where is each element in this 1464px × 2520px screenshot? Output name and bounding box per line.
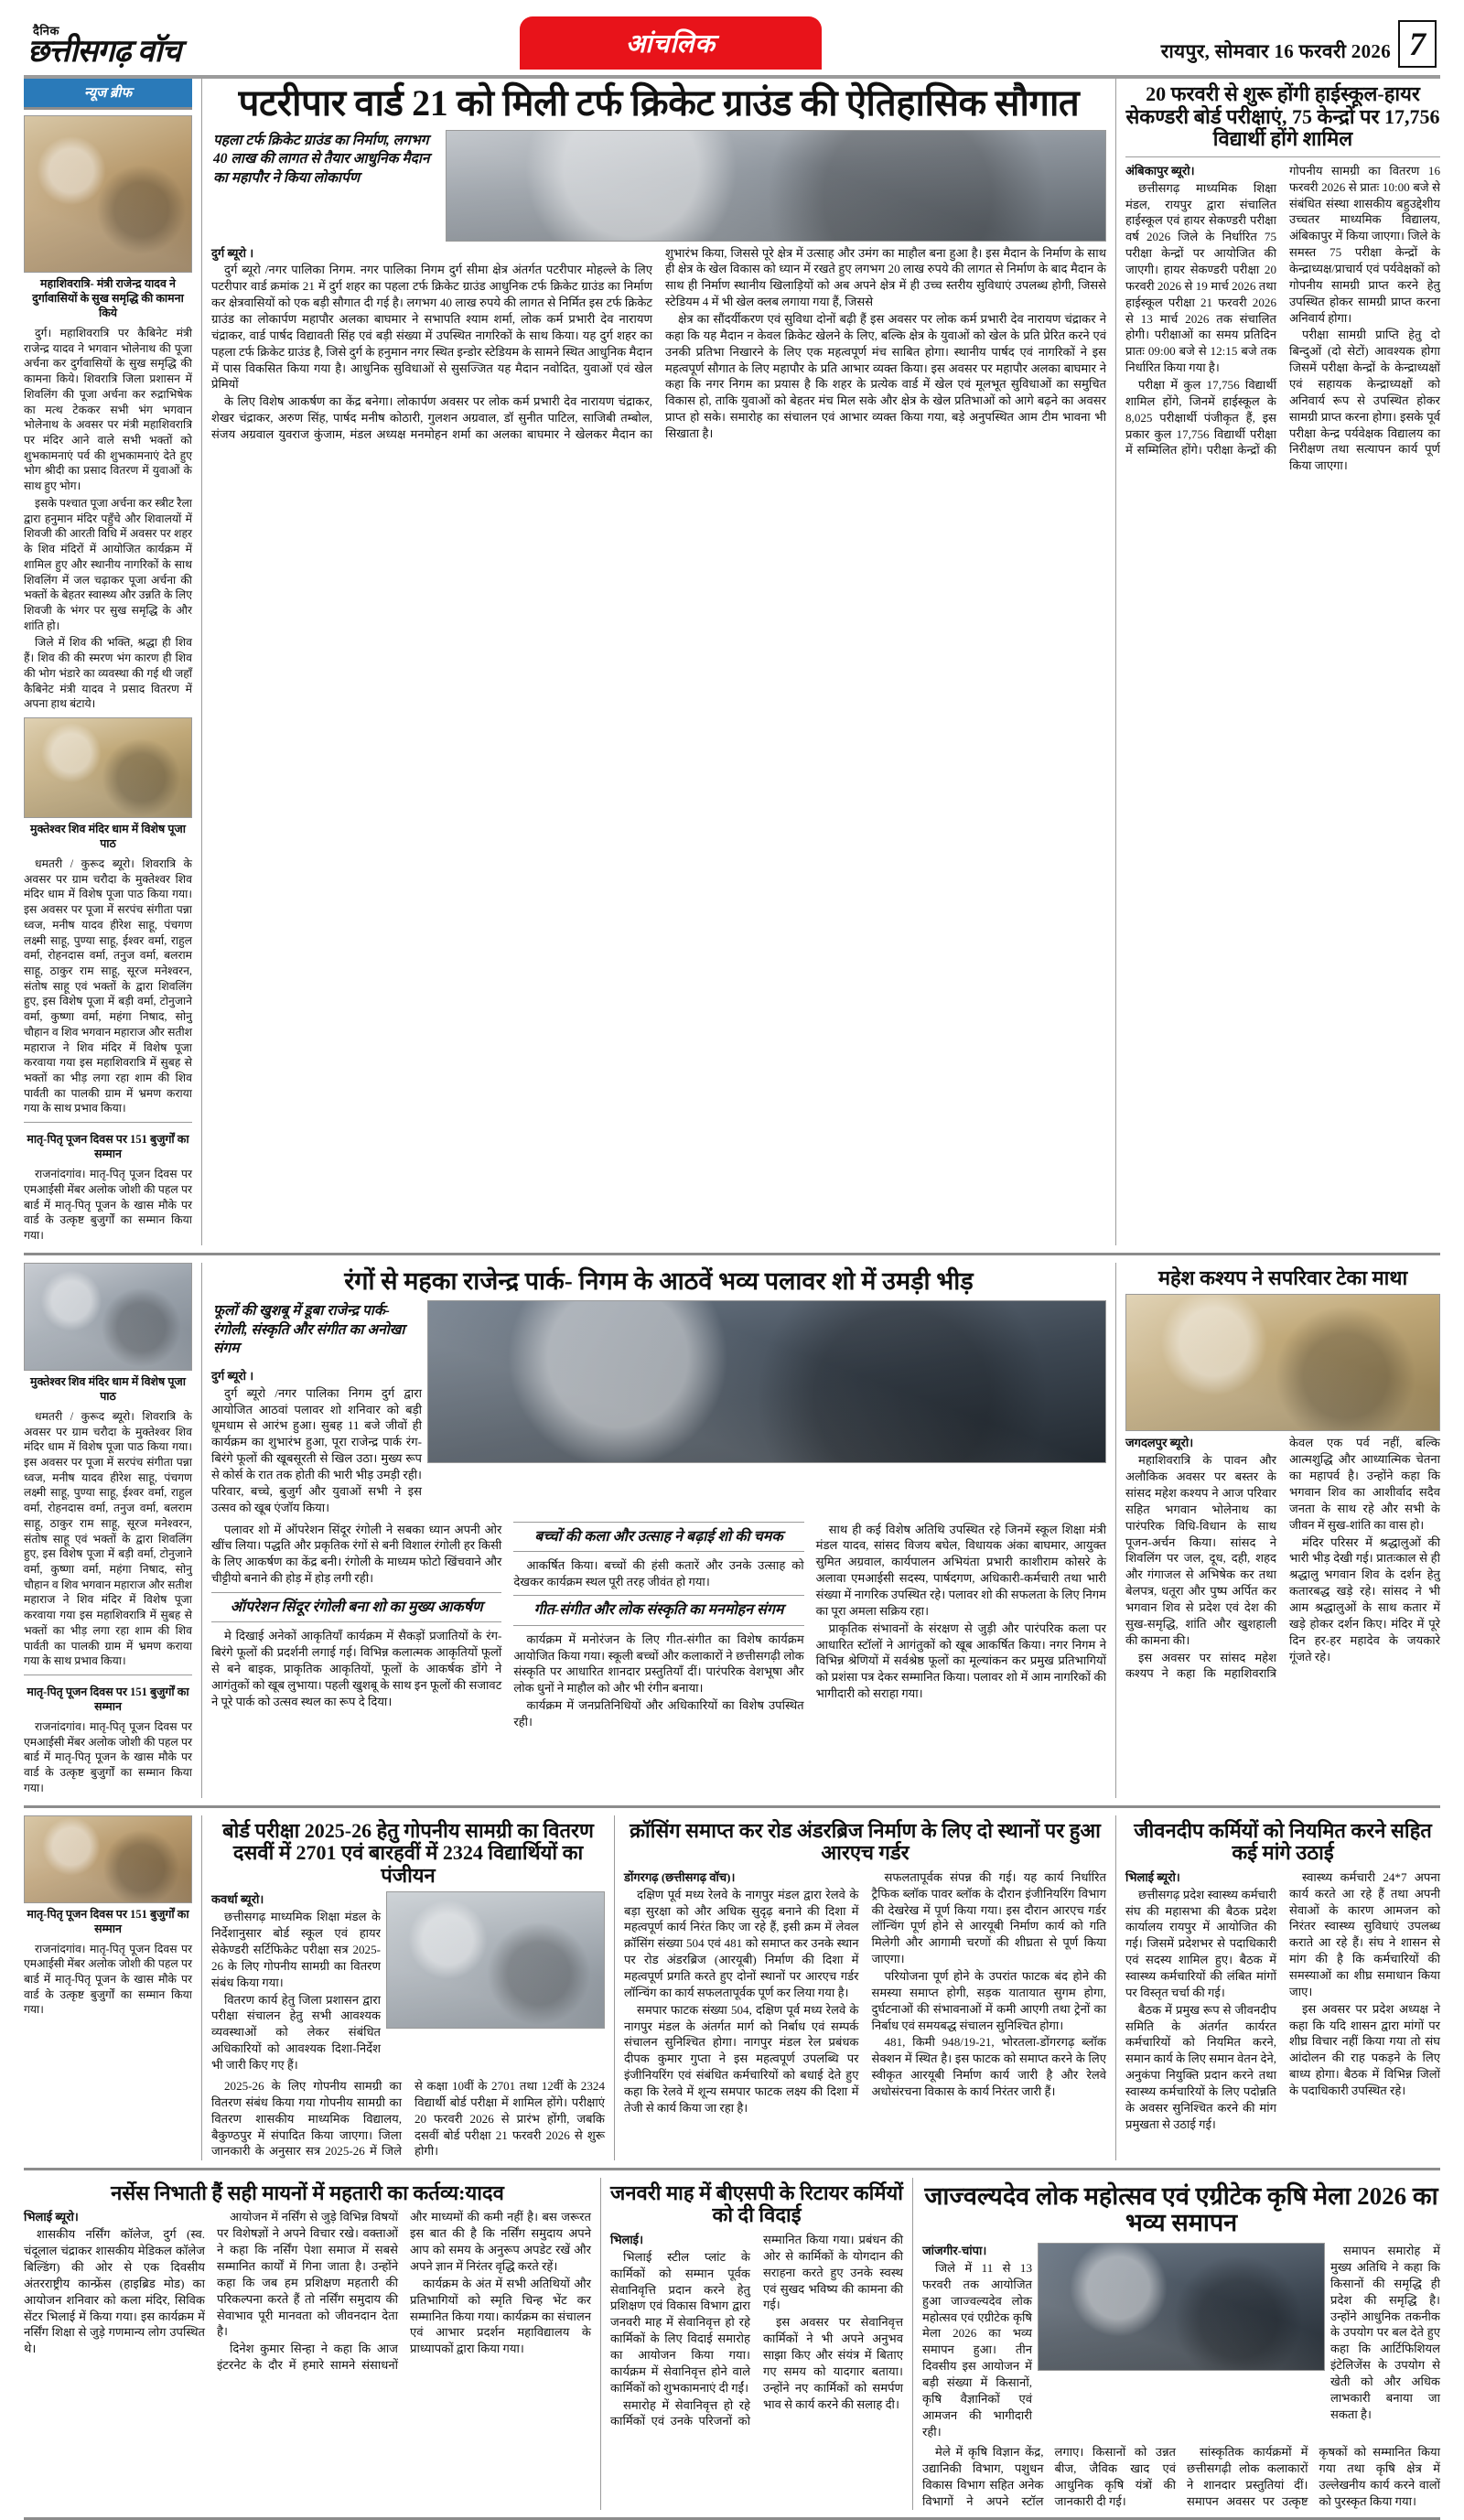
third-band xyxy=(24,1815,1440,2160)
board-byline: कवर्धा ब्यूरो। xyxy=(211,1892,264,1907)
column-divider-6 xyxy=(614,1815,615,2160)
park-body: पलावर शो में ऑपरेशन सिंदूर रंगोली ने सबका ध्यान अपनी ओर खींच लिया। पद्धति और प्रकृतिक रंगों से बनी विशाल रंगोली हर किसी के लिए आकर्षण का केंद्र बनी। रंगोली के माध्यम फोटो खिंचवाने और चीट्टीयो बनाने की होड़ में होड़ लगी रही। ऑपरेशन सिंदूर रंगोली बना शो का मुख्य आकर्षण मे दिखाई अनेकों आकृतियाँ कार्यक्रम में सैकड़ों प्रजातियों के रंग-बिरंगे फूलों की प्रदर्शनी लगाई गई। विभिन्न कलात्मक आकृतियों फूलों से बने बाइक, प्राकृतिक आकृतियों, फूलों के आकर्षक डोंगे ने आगंतुकों को खूब लुभाया। पहली खुशबू के साथ इन फूलों की सजावट ने पूरे पार्क को उत्सव स्थल का रूप दे दिया। बच्चों की कला और उत्साह ने बढ़ाई शो की चमक आकर्षित किया। बच्चों की हंसी कतारें और उनके उत्साह को देखकर कार्यक्रम स्थल पूरी तरह जीवंत हो गया। गीत-संगीत और लोक संस्कृति का मनमोहन संगम कार्यक्रम में मनोरंजन के लिए गीत-संगीत का विशेष कार्यक्रम आयोजित किया गया। स्कूली बच्चों और कलाकारों ने छत्तीसगढ़ी लोक संस्कृति पर आधारित शानदार प्रस्तुतियाँ दीं। पारंपरिक वेशभूषा और लोक धुनों ने माहौल को और भी रंगीन बनाया। कार्यक्रम में जनप्रतिनिधियों और अधिकारियों का विशेष उपस्थित रही। साथ ही कई विशेष अतिथि उपस्थित रहे जिनमें स्कूल शिक्षा मंत्री मंडल यादव, सांसद विजय बघेल, विधायक अंका बाघमार, आयुक्त सुमित अग्रवाल, कार्यपालन अभियंता प्रभारी काशीराम कोसरे के अलावा एमआईसी सदस्य, पार्षदगण, अधिकारी-कर्मचारी तथा भारी संख्या में नागरिक उपस्थित रहे। पलावर शो की सफलता के लिए निगम का पूरा अमला सक्रिय रहा। प्राकृतिक संभावनों के संरक्षण से जुड़ी और पारंपरिक कला पर आधारित स्टॉलों ने आगंतुकों को खूब आकर्षित किया। नगर निगम ने विभिन्न श्रेणियों में सर्वश्रेष्ठ फूलों का मूल्यांकन कर प्रमुख प्रतिभागियों को प्रशंसा पत्र देकर सम्मानित किया। पलावर शो में आम नागरिकों की भागीदारी को सराहा गया। xyxy=(211,1522,1106,1728)
lead-story xyxy=(211,79,1106,1245)
park-lead-text: दुर्ग ब्यूरो । दुर्ग ब्यूरो /नगर पालिका निगम दुर्ग द्वारा आयोजित आठवां पलावर शो शनिवार को बड़ी धूमधाम से आरंभ हुआ। सुबह 11 बजे जीवों ही कार्यक्रम का शुभारंभ हुआ, पूरा राजेन्द्र पार्क रंग-बिरंगे फूलों की खूबसूरती से खिल उठा। मुख्य रूप से कोर्स के रात तक होती की भारी भीड़ उमड़ी रही। परिवार, बच्चे, बुजुर्ग और युवाओं सभी ने इस उत्सव को खूब एंजॉय किया। xyxy=(211,1368,422,1514)
column-divider-3 xyxy=(201,1263,202,1798)
news-brief-column xyxy=(24,79,192,1245)
brief-text-1: दुर्ग। महाशिवरात्रि पर कैबिनेट मंत्री राजेन्द्र यादव ने भगवान भोलेनाथ की पूजा अर्चना कर दुर्गवासियों के सुख समृद्धि की कामना किये। शिवरात्रि जिला प्रशासन में शिवलिंग की पूजा अर्चना कर रुद्राभिषेक का मत्थ टेककर सभी भंग भगवान भोलेनाथ के अवसर पर मंत्री महाशिवरात्रि पर मंदिर आने वाले सभी भक्तों को शुभकामनाएं पर्व की शुभकामनाएं देते हुए भोग श्रीदी का प्रसाद वितरण में युवाओं के साथ हुए भोग। इसके पश्चात पूजा अर्चना कर स्त्रीट रैला द्वारा हनुमान मंदिर पहुँचे और शिवालयों में शिवजी की आरती विधि में अवसर पर शहर के शिव मंदिरों में आयोजित कार्यक्रम में शामिल हुए और स्थानीय नागरिकों के साथ शिवलिंग में जल चढ़ाकर पूजा अर्चना की भक्तों के बेहतर स्वास्थ्य और उन्नति के लिए शिवजी के भंगर पर सुख समृद्धि के और शांति हो। जिले में शिव की भक्ति, श्रद्धा ही शिव हैं। शिव की की स्मरण भंग कारण ही शिव की भोग भंडारे का व्यवस्था की गई थी जहाँ कैबिनेट मंत्री यादव ने प्रसाद वितरण में अपना हाथ बंटाये। xyxy=(24,327,192,711)
brief-caption-5: मातृ-पितृ पूजन दिवस पर 151 बुजुर्गों का सम्मान xyxy=(27,1685,189,1713)
brief-text-3: राजनांदगांव। मातृ-पितृ पूजन दिवस पर एमआईसी मेंबर अलोक जोशी की पहल पर बार्ड में मातृ-पितृ पूजन के खास मौके पर वार्ड के उत्कृष्ट बुजुर्गों का सम्मान किया गया। xyxy=(24,1168,192,1243)
brief-photo-2 xyxy=(24,717,192,818)
lead-kicker-row xyxy=(211,130,1106,242)
bsp-body: भिलाई। भिलाई स्टील प्लांट के कार्मिकों को सम्मान पूर्वक सेवानिवृत्ति प्रदान करने हेतु प्रशिक्षण एवं विकास विभाग द्वारा जनवरी माह में सेवानिवृत्त हो रहे कार्मिकों के लिए विदाई समारोह का आयोजन किया गया। कार्यक्रम में सेवानिवृत्त होने वाले कार्मिकों को शुभकामनाएं दी गईं। समारोह में सेवानिवृत्त हो रहे कार्मिकों एवं उनके परिजनों को सम्मानित किया गया। प्रबंधन की ओर से कार्मिकों के योगदान की सराहना करते हुए उनके स्वस्थ एवं सुखद भविष्य की कामना की गई। इस अवसर पर सेवानिवृत्त कार्मिकों ने भी अपने अनुभव साझा किए और संयंत्र में बिताए गए समय को यादगार बताया। उन्होंने नए कार्मिकों को समर्पण भाव से कार्य करने की सलाह दी। xyxy=(610,2232,903,2428)
board-headline: बोर्ड परीक्षा 2025-26 हेतु गोपनीय सामग्री का वितरण दसवीं में 2701 एवं बारहवीं में 2324 विद्यार्थियों का पंजीयन xyxy=(222,1818,594,1887)
crossing-story xyxy=(624,1815,1106,2160)
column-divider-1 xyxy=(201,79,202,1245)
lead-byline: दुर्ग ब्यूरो । xyxy=(211,245,254,260)
kashyap-story xyxy=(1125,1263,1440,1798)
board-story xyxy=(211,1815,605,2160)
bsp-story xyxy=(610,2178,903,2511)
exam-byline: अंबिकापुर ब्यूरो। xyxy=(1125,163,1195,178)
page-number: 7 xyxy=(1398,20,1437,68)
crossing-body: डोंगरगढ़ (छत्तीसगढ़ वॉच)। दक्षिण पूर्व मध्य रेलवे के नागपुर मंडल द्वारा रेलवे के बड़ा सुरक्षा को और अधिक सुदृढ़ बनाने की दिशा में महत्वपूर्ण कार्य निरंत किए जा रहे हैं, इसी क्रम में लेवल क्रॉसिंग संख्या 504 एवं 481 को समाप्त कर उनके स्थान पर रोड अंडरब्रिज (आरयूबी) निर्माण की दिशा में महत्वपूर्ण प्रगति करते हुए दोनों स्थानों पर आरएच गर्डर लॉन्चिंग का कार्य सफलतापूर्वक पूर्ण कर लिया गया है। समपार फाटक संख्या 504, दक्षिण पूर्व मध्य रेलवे के नागपुर मंडल के अंतर्गत मार्ग को निर्बाध एवं सम्पर्क संचालन सुनिश्चित होगा। नागपुर मंडल रेल प्रबंधक दीपक कुमार गुप्ता ने इस महत्वपूर्ण उपलब्धि पर इंजीनियरिंग एवं संबंधित कर्मचारियों को बधाई देते हुए कहा कि रेलवे में शून्य समपार फाटक लक्ष्य की दिशा में तेजी से कार्य किया जा रहा है। सफलतापूर्वक संपन्न की गई। यह कार्य निर्धारित ट्रैफिक ब्लॉक पावर ब्लॉक के दौरान इंजीनियरिंग विभाग की देखरेख में पूर्ण किया गया। इस दौरान आरएच गर्डर लॉन्चिंग पूर्ण होने से आरयूबी निर्माण कार्य को गति मिलेगी और आगामी चरणों की शीघ्रता से पूर्ण किया जाएगा। परियोजना पूर्ण होने के उपरांत फाटक बंद होने की समस्या समाप्त होगी, सड़क यातायात सुगम होगा, दुर्घटनाओं की संभावनाओं में कमी आएगी तथा ट्रेनों का निर्बाध एवं समयबद्ध संचालन सुनिश्चित होगा। 481, किमी 948/19-21, भोरतला-डोंगरगढ़ ब्लॉक सेक्शन में स्थित है। इस फाटक को समाप्त करने के लिए स्वीकृत आरयूबी निर्माण कार्य जारी है और रेलवे अधोसंरचना विकास के कार्य निरंतर जारी हैं। xyxy=(624,1869,1106,2115)
brief-photo-1 xyxy=(24,115,192,273)
park-kicker-row xyxy=(211,1300,1106,1516)
kashyap-headline: महेश कश्यप ने सपरिवार टेका माथा xyxy=(1157,1265,1408,1289)
fair-story xyxy=(922,2178,1440,2511)
jeevandeep-headline: जीवनदीप कर्मियों को नियमित करने सहित कई मांगे उठाई xyxy=(1134,1818,1432,1865)
column-divider-5 xyxy=(201,1815,202,2160)
lead-body: दुर्ग ब्यूरो । दुर्ग ब्यूरो /नगर पालिका निगम. नगर पालिका निगम दुर्ग सीमा क्षेत्र अंतर्गत पटरीपार मोहल्ले के लिए पटरीपार वार्ड क्रमांक 21 में दुर्ग शहर का पहला टर्फ क्रिकेट ग्राउंड आधुनिक टर्फ क्रिकेट ग्राउंड का निर्माण कर क्षेत्रवासियों को एक बड़ी सौगात दी गई है। लगभग 40 लाख रुपये की लागत से निर्मित इस टर्फ क्रिकेट ग्राउंड का लोकार्पण महापौर अलका बाघमार ने सभापति श्याम शर्मा, लोक कर्म प्रभारी देव नारायण चंद्राकर, वार्ड पार्षद विद्यावती सिंह एवं बड़ी संख्या में उपस्थित नागरिकों के साथ किया। यह दुर्ग शहर का पहला टर्फ क्रिकेट ग्राउंड है, जिसे दुर्ग के हनुमान नगर स्थित इन्डोर स्टेडियम के सामने स्थित आधुनिक मैदान में पास विकसित किया गया है। आधुनिक सुविधाओं से सुसज्जित यह मैदान नवोदित, युवाओं एवं खेल प्रेमियों के लिए विशेष आकर्षण का केंद्र बनेगा। लोकार्पण अवसर पर लोक कर्म प्रभारी देव नारायण चंद्राकर, शेखर चंद्राकर, अरुण सिंह, पार्षद मनीष कोठारी, गुलशन अग्रवाल, डॉ सुनीत पाटिल, साजिबी तम्बोल, संजय अग्रवाल युवराज कुंजाम, मंडल अध्यक्ष मनमोहन शर्मा का अलका बाघमार ने खेलकर मैदान का शुभारंभ किया, जिससे पूरे क्षेत्र में उत्साह और उमंग का माहौल बना हुआ है। इस मैदान के निर्माण के साथ ही क्षेत्र के खेल विकास को ध्यान में रखते हुए लगभग 20 लाख रुपये की लागत से निर्माण के बाद मैदान के साथ ही निर्माण स्थानीय खिलाड़ियों को अब अपने क्षेत्र में ही उच्च स्तरीय सुविधाएं उपलब्ध होगी, जिससे स्टेडियम 4 में भी खेल क्लब लगाया गया हैं, जिससे क्षेत्र का सौंदर्यीकरण एवं सुविधा दोनों बढ़ी हैं इस अवसर पर लोक कर्म प्रभारी देव नारायण चंद्राकर ने कहा कि यह मैदान न केवल क्रिकेट खेलने के लिए, बल्कि क्षेत्र के युवाओं को खेल के प्रति प्रेरित करने एवं उनकी प्रतिभा निखारने के लिए एक महत्वपूर्ण मंच साबित होगा। स्थानीय पार्षद एवं नागरिकों ने इस महत्वपूर्ण सौगात के लिए महापौर के प्रति आभार व्यक्त किया। इस अवसर पर महापौर अलका बाघमार ने कहा कि नगर निगम का प्रयास है कि शहर के प्रत्येक वार्ड में खेल एवं मूलभूत सुविधाओं का समुचित विकास हो, ताकि युवाओं को बेहतर मंच मिल सके और क्षेत्र के खेल प्रतिभाओं को आगे बढ़ने का अवसर प्राप्त हो सके। समारोह का संचालन एवं आभार व्यक्त किया गया, बड़े अनुपस्थित आम टीम भावना भी सिखाता है। xyxy=(211,245,1106,442)
brief-text-6: राजनांदगांव। मातृ-पितृ पूजन दिवस पर एमआईसी मेंबर अलोक जोशी की पहल पर बार्ड में मातृ-पितृ पूजन के खास मौके पर वार्ड के उत्कृष्ट बुजुर्गों का सम्मान किया गया। xyxy=(24,1942,192,2017)
park-story xyxy=(211,1263,1106,1798)
brief-caption-6: मातृ-पितृ पूजन दिवस पर 151 बुजुर्गों का सम्मान xyxy=(27,1907,189,1935)
fair-lead-text: जांजगीर-चांपा। जिले में 11 से 13 फरवरी तक आयोजित हुआ जाज्वल्यदेव लोक महोत्सव एवं एग्रीटेक कृषि मेला 2026 का भव्य समापन हुआ। तीन दिवसीय इस आयोजन में बड़ी संख्या में किसानों, कृषि वैज्ञानिकों एवं आमजन की भागीदारी रही। xyxy=(922,2244,1032,2439)
exam-rule xyxy=(1125,156,1440,157)
park-subhead-3: गीत-संगीत और लोक संस्कृति का मनमोहन संगम xyxy=(513,1595,803,1625)
brief-divider xyxy=(24,1122,192,1123)
section-banner: आंचलिक xyxy=(520,16,822,70)
kashyap-byline: जगदलपुर ब्यूरो। xyxy=(1125,1436,1194,1450)
edition-date: रायपुर, सोमवार 16 फरवरी 2026 xyxy=(1160,40,1391,62)
park-headline: रंगों से महका राजेन्द्र पार्क- निगम के आठवें भव्य पलावर शो में उमड़ी भीड़ xyxy=(344,1266,974,1295)
park-subhead-1: ऑपरेशन सिंदूर रंगोली बना शो का मुख्य आकर्षण xyxy=(211,1592,501,1622)
date-block xyxy=(1161,20,1437,70)
brief-photo-4 xyxy=(24,1815,192,1903)
board-lead-text: कवर्धा ब्यूरो। छत्तीसगढ़ माध्यमिक शिक्षा मंडल के निर्देशानुसार बोर्ड स्कूल एवं हायर सेकेण्डरी सर्टिफिकेट परीक्षा सत्र 2025-26 के लिए गोपनीय सामग्री का वितरण संबंध किया गया। वितरण कार्य हेतु जिला प्रशासन द्वारा परीक्षा संचालन हेतु सभी आवश्यक व्यवस्थाओं को लेकर संबंधित अधिकारियों को आवश्यक दिशा-निर्देश भी जारी किए गए हैं। xyxy=(211,1892,381,2073)
jeevandeep-body: भिलाई ब्यूरो। छत्तीसगढ़ प्रदेश स्वास्थ्य कर्मचारी संघ की महासभा की बैठक प्रदेश कार्यालय रायपुर में आयोजित की गई। जिसमें प्रदेशभर से पदाधिकारी एवं सदस्य शामिल हुए। बैठक में स्वास्थ्य कर्मचारियों की लंबित मांगों पर विस्तृत चर्चा की गई। बैठक में प्रमुख रूप से जीवनदीप समिति के अंतर्गत कार्यरत कर्मचारियों को नियमित करने, समान कार्य के लिए समान वेतन देने, अनुकंपा नियुक्ति प्रदान करने तथा स्वास्थ्य कर्मचारियों के लिए पदोन्नति के अवसर सुनिश्चित करने की मांग प्रमुखता से उठाई गई। स्वास्थ्य कर्मचारी 24*7 अपना कार्य करते आ रहे हैं तथा अपनी सेवाओं के कारण आमजन को निरंतर स्वास्थ्य सुविधाएं उपलब्ध कराते आ रहे हैं। संघ ने शासन से मांग की है कि कर्मचारियों की समस्याओं का शीघ्र समाधान किया जाए। इस अवसर पर प्रदेश अध्यक्ष ने कहा कि यदि शासन द्वारा मांगों पर शीघ्र विचार नहीं किया गया तो संघ आंदोलन की राह पकड़ने के लिए बाध्य होगा। बैठक में विभिन्न जिलों के पदाधिकारी उपस्थित रहे। xyxy=(1125,1869,1440,2131)
bsp-byline: भिलाई। xyxy=(610,2232,643,2246)
section-rule-3 xyxy=(24,2168,1440,2170)
brief-text-2: धमतरी / कुरूद ब्यूरो। शिवरात्रि के अवसर पर ग्राम चरौदा के मुक्तेश्वर शिव मंदिर धाम में विशेष पूजा पाठ किया गया। इस अवसर पर पूजा में सरपंच संगीता पन्ना ध्वज, मनीष यादव हीरेश साहू, पंचगण लक्ष्मी साहू, पुण्या साहू, ईश्वर वर्मा, राहुल वर्मा, रोहनदास वर्मा, तनुज वर्मा, बलराम साहू, ठाकुर राम साहू, सूरज मनेश्वरन, संतोष साहू एवं भक्तों के द्वारा शिवलिंग हुए, इस विशेष पूजा में बड़ी वर्मा, टोनुजाने वर्मा, कुष्णा वर्मा, महंगा निषाद, सोनु चौहान व शिव भगवान महाराज और सतीश महाराज ने शिव मंदिर में विशेष पूजा करवाया गया इस महाशिवरात्रि में सुबह से भक्तों का भीड़ लगा रहा शाम की शिव पार्वती का पालकी ग्राम में भ्रमण कराया गया के साथ प्रभाव किया। xyxy=(24,856,192,1115)
crossing-headline: क्रॉसिंग समाप्त कर रोड अंडरब्रिज निर्माण के लिए दो स्थानों पर हुआ आरएच गर्डर xyxy=(630,1818,1101,1865)
jeevandeep-story xyxy=(1125,1815,1440,2160)
park-kicker: फूलों की खुशबू में डूबा राजेन्द्र पार्क-रंगोली, संस्कृति और संगीत का अनोखा संगम xyxy=(213,1303,405,1357)
exam-story xyxy=(1125,79,1440,1245)
brief-text-5: राजनांदगांव। मातृ-पितृ पूजन दिवस पर एमआईसी मेंबर अलोक जोशी की पहल पर बार्ड में मातृ-पितृ पूजन के खास मौके पर वार्ड के उत्कृष्ट बुजुर्गों का सम्मान किया गया। xyxy=(24,1720,192,1794)
fair-byline: जांजगीर-चांपा। xyxy=(922,2244,987,2258)
lead-kicker: पहला टर्फ क्रिकेट ग्राउंड का निर्माण, लगभग 40 लाख की लागत से तैयार आधुनिक मैदान का महापौर ने किया लोकार्पण xyxy=(213,132,430,186)
kashyap-body: जगदलपुर ब्यूरो। महाशिवरात्रि के पावन और अलौकिक अवसर पर बस्तर के सांसद महेश कश्यप ने आज परिवार सहित भगवान भोलेनाथ का पारंपरिक विधि-विधान के साथ पूजन-अर्चन किया। सांसद ने शिवलिंग पर जल, दूध, दही, शहद और गंगाजल से अभिषेक कर तथा बेलपत्र, धतूरा और पुष्प अर्पित कर भगवान शिव से प्रदेश एवं देश की सुख-समृद्धि, शांति और खुशहाली की कामना की। इस अवसर पर सांसद महेश कश्यप ने कहा कि महाशिवरात्रि केवल एक पर्व नहीं, बल्कि आत्मशुद्धि और आध्यात्मिक चेतना का महापर्व है। उन्होंने कहा कि भगवान शिव का आशीर्वाद सदैव जनता के साथ रहे और सभी के जीवन में सुख-शांति का वास हो। मंदिर परिसर में श्रद्धालुओं की भारी भीड़ देखी गई। प्रातःकाल से ही श्रद्धालु भगवान शिव के दर्शन हेतु कतारबद्ध खड़े रहे। सांसद ने भी आम श्रद्धालुओं के साथ कतार में खड़े होकर दर्शन किए। मंदिर में पूरे दिन हर-हर महादेव के जयकारे गूंजते रहे। xyxy=(1125,1436,1440,1681)
column-divider-2 xyxy=(1115,79,1116,1245)
park-subhead-2: बच्चों की कला और उत्साह ने बढ़ाई शो की चमक xyxy=(513,1522,803,1552)
fair-headline: जाज्वल्यदेव लोक महोत्सव एवं एग्रीटेक कृषि मेला 2026 का भव्य समापन xyxy=(924,2181,1438,2237)
board-body: 2025-26 के लिए गोपनीय सामग्री का वितरण संबंध किया गया गोपनीय सामग्री का वितरण शासकीय माध्यमिक विद्यालय, बैकुण्ठपुर में संपादित किया जाएगा। जिला जानकारी के अनुसार सत्र 2025-26 में जिले से कक्षा 10वीं के 2701 तथा 12वीं के 2324 विद्यार्थी बोर्ड परीक्षा में शामिल होंगे। परीक्षाएं 20 फरवरी 2026 से प्रारंभ होंगी, जबकि दसवीं बोर्ड परीक्षा 21 फरवरी 2026 से शुरू होगी। xyxy=(211,2078,605,2159)
column-divider-7 xyxy=(1115,1815,1116,2160)
fair-body: मेले में कृषि विज्ञान केंद्र, उद्यानिकी विभाग, पशुधन विकास विभाग सहित अनेक विभागों ने अपने स्टॉल लगाए। किसानों को उन्नत बीज, जैविक खाद एवं आधुनिक कृषि यंत्रों की जानकारी दी गई। सांस्कृतिक कार्यक्रमों में छत्तीसगढ़ी लोक कलाकारों ने शानदार प्रस्तुतियां दीं। समापन अवसर पर उत्कृष्ट कृषकों को सम्मानित किया गया तथा कृषि क्षेत्र में उल्लेखनीय कार्य करने वालों को पुरस्कृत किया गया। xyxy=(922,2445,1440,2508)
bsp-headline: जनवरी माह में बीएसपी के रिटायर कर्मियों को दी विदाई xyxy=(610,2181,903,2227)
nursing-story xyxy=(24,2178,591,2511)
publication-logo[interactable] xyxy=(27,25,180,70)
lead-headline: पटरीपार वार्ड 21 को मिली टर्फ क्रिकेट ग्राउंड की ऐतिहासिक सौगात xyxy=(238,82,1080,124)
column-divider-4 xyxy=(1115,1263,1116,1798)
kashyap-photo xyxy=(1125,1294,1440,1431)
brief-column-3 xyxy=(24,1815,192,2160)
section-rule-2 xyxy=(24,1805,1440,1808)
exam-headline: 20 फरवरी से शुरू होंगी हाईस्कूल-हायर सेकण्डरी बोर्ड परीक्षाएं, 75 केन्द्रों पर 17,756 विद्यार्थी होंगे शामिल xyxy=(1125,82,1440,151)
park-photo xyxy=(427,1300,1106,1463)
brief-continuation xyxy=(24,1263,192,1798)
fair-top-row xyxy=(922,2243,1440,2440)
brief-caption-3: मातृ-पितृ पूजन दिवस पर 151 बुजुर्गों का सम्मान xyxy=(27,1133,189,1161)
park-byline: दुर्ग ब्यूरो । xyxy=(211,1368,254,1383)
second-band xyxy=(24,1263,1440,1798)
nursing-headline: नर्सेस निभाती हैं सही मायनों में महतारी का कर्तव्य:यादव xyxy=(111,2181,504,2204)
logo-kicker: दैनिक xyxy=(33,24,59,38)
board-photo xyxy=(386,1891,605,2029)
exam-body: अंबिकापुर ब्यूरो। छत्तीसगढ़ माध्यमिक शिक्षा मंडल, रायपुर द्वारा संचालित हाईस्कूल एवं हायर सेकण्डरी परीक्षा वर्ष 2026 जिले के निर्धारित 75 परीक्षा केन्द्रों पर आयोजित की जाएगी। हायर सेकण्डरी परीक्षा 20 फरवरी 2026 से 19 मार्च 2026 तथा हाईस्कूल परीक्षा 21 फरवरी 2026 से 13 मार्च 2026 तक संचालित होगी। परीक्षाओं का समय प्रतिदिन प्रातः 09:00 बजे से 12:15 बजे तक निर्धारित किया गया है। परीक्षा में कुल 17,756 विद्यार्थी शामिल होंगे, जिनमें हाईस्कूल के 8,025 परीक्षार्थी पंजीकृत हैं, इस प्रकार कुल 17,756 विद्यार्थी परीक्षा में सम्मिलित होंगे। परीक्षा केन्द्रों की गोपनीय सामग्री का वितरण 16 फरवरी 2026 से प्रातः 10:00 बजे से संबंधित संस्था शासकीय बहुउद्देशीय उच्चतर माध्यमिक विद्यालय, अंबिकापुर में किया जाएगा। जिले के समस्त 75 परीक्षा केन्द्रों के केन्द्राध्यक्ष/प्राचार्य एवं पर्यवेक्षकों को गोपनीय सामग्री प्राप्त करने हेतु उपस्थित होकर सामग्री प्राप्त करना अनिवार्य होगा। परीक्षा सामग्री प्राप्ति हेतु दो बिन्दुओं (दो सेटों) आवश्यक होगा जिसमें परीक्षा केन्द्रों के केन्द्राध्यक्षों एवं सहायक केन्द्राध्यक्षों को अनिवार्य रूप से उपस्थित होकर सामग्री प्राप्त करना होगा। इसके पूर्व परीक्षा केन्द्र पर्यवेक्षक विद्यालय का निरीक्षण तथा सत्यापन कार्य पूर्ण किया जाएगा। xyxy=(1125,163,1440,473)
brief-text-4: धमतरी / कुरूद ब्यूरो। शिवरात्रि के अवसर पर ग्राम चरौदा के मुक्तेश्वर शिव मंदिर धाम में विशेष पूजा पाठ किया गया। इस अवसर पर पूजा में सरपंच संगीता पन्ना ध्वज, मनीष यादव हीरेश साहू, पंचगण लक्ष्मी साहू, पुण्या साहू, ईश्वर वर्मा, राहुल वर्मा, रोहनदास वर्मा, तनुज वर्मा, बलराम साहू, ठाकुर राम साहू, सूरज मनेश्वरन, संतोष साहू एवं भक्तों के द्वारा शिवलिंग हुए, इस विशेष पूजा में बड़ी वर्मा, टोनुजाने वर्मा, कुष्णा वर्मा, महंगा निषाद, सोनु चौहान व शिव भगवान महाराज और सतीश महाराज ने शिव मंदिर में विशेष पूजा करवाया गया इस महाशिवरात्रि में सुबह से भक्तों का भीड़ लगा रहा शाम की शिव पार्वती का पालकी ग्राम में भ्रमण कराया गया के साथ प्रभाव किया। xyxy=(24,1409,192,1668)
lead-photo xyxy=(446,130,1106,242)
fair-photo xyxy=(1038,2243,1325,2371)
nursing-body: भिलाई ब्यूरो। शासकीय नर्सिंग कॉलेज, दुर्ग (स्व. चंदूलाल चंद्राकर शासकीय मेडिकल कॉलेज बिल्डिंग) की ओर से एक दिवसीय अंतरराष्ट्रीय कान्फ्रेंस (हाइब्रिड मोड) का आयोजन शनिवार को कला मंदिर, सिविक सेंटर भिलाई में किया गया। इस कार्यक्रम में नर्सिंग शिक्षा से जुड़े गणमान्य लोग उपस्थित थे। आयोजन में नर्सिंग से जुड़े विभिन्न विषयों पर विशेषज्ञों ने अपने विचार रखे। वक्ताओं ने कहा कि नर्सिंग पेशा समाज में सबसे सम्मानित कार्यों में गिना जाता है। उन्होंने कहा कि जब हम प्रशिक्षण महतारी की परिकल्पना करते हैं तो नर्सिंग समुदाय की सेवाभाव पूरी मानवता को जीवनदान देता है। दिनेश कुमार सिन्हा ने कहा कि आज इंटरनेट के दौर में हमारे सामने संसाधनों और माध्यमों की कमी नहीं है। बस जरूरत इस बात की है कि नर्सिंग समुदाय अपने आप को समय के अनुरूप अपडेट रखें और अपने ज्ञान में निरंतर वृद्धि करते रहें। कार्यक्रम के अंत में सभी अतिथियों और प्रतिभागियों को स्मृति चिन्ह भेंट कर सम्मानित किया गया। कार्यक्रम का संचालन एवं आभार प्रदर्शन महाविद्यालय के प्राध्यापकों द्वारा किया गया। xyxy=(24,2210,591,2373)
masthead xyxy=(24,13,1440,70)
brief-caption-4: मुक्तेश्वर शिव मंदिर धाम में विशेष पूजा पाठ xyxy=(30,1374,186,1403)
logo-title: छत्तीसगढ़ वॉच xyxy=(27,35,181,69)
section-rule-1 xyxy=(24,1253,1440,1255)
column-divider-8 xyxy=(600,2178,601,2511)
crossing-byline: डोंगरगढ़ (छत्तीसगढ़ वॉच)। xyxy=(624,1869,736,1884)
brief-photo-3 xyxy=(24,1263,192,1371)
board-top-row xyxy=(211,1891,605,2073)
brief-caption-2: मुक्तेश्वर शिव मंदिर धाम में विशेष पूजा पाठ xyxy=(30,822,186,850)
top-grid xyxy=(24,79,1440,1245)
fair-side-text: समापन समारोह में मुख्य अतिथि ने कहा कि किसानों की समृद्धि ही प्रदेश की समृद्धि है। उन्होंने आधुनिक तकनीक के उपयोग पर बल देते हुए कहा कि आर्टिफिशियल इंटेलिजेंस के उपयोग से खेती को और अधिक लाभकारी बनाया जा सकता है। xyxy=(1330,2244,1440,2421)
column-divider-9 xyxy=(912,2178,913,2511)
jeevandeep-byline: भिलाई ब्यूरो। xyxy=(1125,1869,1180,1884)
brief-caption-1: महाशिवरात्रि- मंत्री राजेन्द्र यादव ने दुर्गावासियों के सुख समृद्धि की कामना किये xyxy=(32,277,184,319)
nursing-byline: भिलाई ब्यूरो। xyxy=(24,2210,79,2224)
news-brief-header: न्यूज ब्रीफ xyxy=(24,79,192,110)
bottom-band xyxy=(24,2178,1440,2511)
